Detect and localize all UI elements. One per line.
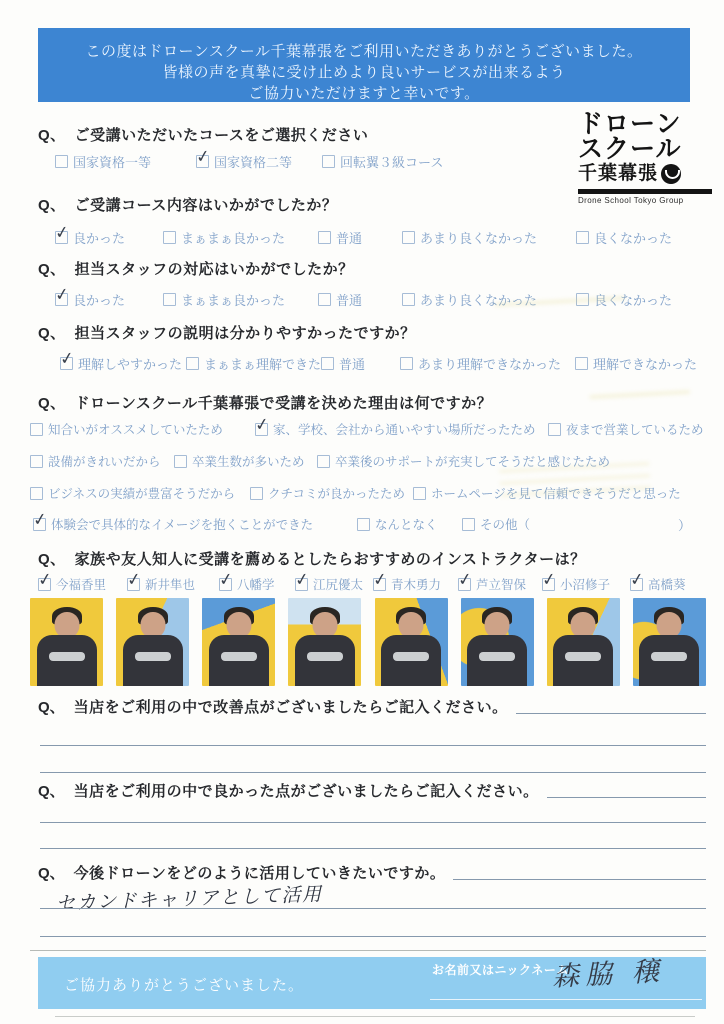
- checkbox-icon[interactable]: [127, 578, 140, 591]
- question-improvement: [38, 696, 706, 717]
- banner-line: 皆様の声を真摯に受け止めより良いサービスが出来るよう: [162, 64, 566, 81]
- checkbox-icon[interactable]: [174, 455, 187, 468]
- checkbox-option[interactable]: [575, 354, 697, 373]
- checkbox-option[interactable]: [357, 515, 438, 533]
- q-prefix: Q、: [38, 197, 66, 214]
- name-field-label: お名前又はニックネーム: [432, 963, 569, 977]
- drone-in-hand: [393, 652, 429, 661]
- checkbox-option[interactable]: [462, 515, 530, 533]
- answer-line[interactable]: [40, 908, 706, 909]
- checkbox-icon[interactable]: [30, 423, 43, 436]
- checkbox-icon[interactable]: [219, 578, 232, 591]
- checkbox-label: 回転翼３級コース: [340, 155, 444, 170]
- q-prefix: Q、: [38, 325, 66, 342]
- checkbox-icon[interactable]: [317, 455, 330, 468]
- checkbox-icon[interactable]: [548, 423, 561, 436]
- checkbox-icon[interactable]: [30, 455, 43, 468]
- q-prefix: Q、: [38, 783, 65, 800]
- checkbox-option[interactable]: [400, 354, 561, 373]
- checkbox-label: 卒業後のサポートが充実してそうだと感じたため: [335, 455, 611, 469]
- q-prefix: Q、: [38, 699, 65, 716]
- scan-edge-line: [55, 1016, 695, 1017]
- instructor-checkbox[interactable]: [219, 575, 275, 593]
- checkbox-icon[interactable]: [33, 518, 46, 531]
- checkbox-icon[interactable]: [576, 231, 589, 244]
- answer-line[interactable]: [40, 822, 706, 823]
- checkbox-option[interactable]: [163, 228, 285, 247]
- checkbox-label: 理解できなかった: [593, 357, 698, 372]
- handwritten-answer: セカンドキャリアとして活用: [55, 884, 323, 915]
- instructor-name: 青木勇力: [391, 578, 442, 592]
- instructor-photo: [633, 598, 706, 686]
- footer-thanks-text: ご協力ありがとうございました。: [64, 977, 305, 994]
- checkbox-label: ビジネスの実績が豊富そうだから: [48, 487, 236, 501]
- checkbox-icon[interactable]: [462, 518, 475, 531]
- instructor-photo: [547, 598, 620, 686]
- drone-school-logo: [578, 109, 712, 205]
- instructor-checkbox[interactable]: [38, 575, 106, 593]
- name-field-line[interactable]: [430, 999, 702, 1000]
- logo-title: スクール: [578, 134, 682, 164]
- logo-subtitle-jp: 千葉幕張: [578, 163, 659, 184]
- instructor-name: 今福香里: [56, 578, 107, 592]
- checkbox-icon[interactable]: [400, 357, 413, 370]
- question-text: ドローンスクール千葉幕張で受講を決めた理由は何ですか？: [74, 395, 493, 412]
- instructor-checkbox[interactable]: [373, 575, 441, 593]
- checkbox-label: 良くなかった: [594, 293, 673, 308]
- checkbox-icon[interactable]: [458, 578, 471, 591]
- checkbox-icon[interactable]: [196, 155, 209, 168]
- question-text: ご受講コース内容はいかがでしたか？: [74, 197, 338, 214]
- checkbox-icon[interactable]: [55, 293, 68, 306]
- instructor-checkbox[interactable]: [127, 575, 195, 593]
- checkbox-icon[interactable]: [255, 423, 268, 436]
- checkbox-label: あまり理解できなかった: [418, 357, 562, 372]
- checkbox-label: 設備がきれいだから: [48, 455, 161, 469]
- checkbox-label: 良かった: [73, 231, 126, 246]
- checkbox-option[interactable]: [33, 515, 313, 533]
- checkbox-label: 卒業生数が多いため: [192, 455, 305, 469]
- checkbox-option[interactable]: [55, 228, 125, 247]
- instructor-name: 小沼修子: [560, 578, 611, 592]
- checkbox-option[interactable]: [255, 420, 536, 438]
- checkbox-icon[interactable]: [318, 231, 331, 244]
- checkbox-icon[interactable]: [60, 357, 73, 370]
- instructor-name: 八幡学: [237, 578, 275, 592]
- checkbox-option[interactable]: [548, 420, 704, 438]
- question-text: 今後ドローンをどのように活用していきたいですか。: [73, 865, 446, 882]
- checkbox-label: 理解しやすかった: [78, 357, 183, 372]
- instructor-checkbox[interactable]: [295, 575, 363, 593]
- q-prefix: Q、: [38, 395, 66, 412]
- checkbox-label: クチコミが良かったため: [268, 487, 406, 501]
- scan-bleed-artifact: [590, 390, 690, 407]
- checkbox-icon[interactable]: [318, 293, 331, 306]
- scan-edge-line: [30, 950, 706, 951]
- checkbox-option[interactable]: [576, 290, 672, 309]
- checkbox-option[interactable]: [250, 484, 405, 502]
- checkbox-icon[interactable]: [163, 293, 176, 306]
- question-course-content: [38, 194, 337, 215]
- checkbox-label: まぁまぁ理解できた: [204, 357, 322, 372]
- checkbox-icon[interactable]: [295, 578, 308, 591]
- drone-in-hand: [651, 652, 687, 661]
- answer-line[interactable]: [453, 879, 706, 880]
- checkbox-icon[interactable]: [250, 487, 263, 500]
- instructor-photo: [116, 598, 189, 686]
- drone-in-hand: [307, 652, 343, 661]
- instructor-checkbox[interactable]: [458, 575, 526, 593]
- checkbox-icon[interactable]: [373, 578, 386, 591]
- instructor-name: 芦立智保: [476, 578, 527, 592]
- checkbox-icon[interactable]: [322, 155, 335, 168]
- question-good-points: [38, 780, 706, 801]
- answer-line[interactable]: [40, 745, 706, 746]
- checkbox-icon[interactable]: [321, 357, 334, 370]
- checkbox-label: その他（: [480, 518, 531, 532]
- instructor-photo: [375, 598, 448, 686]
- checkbox-icon[interactable]: [402, 231, 415, 244]
- checkbox-label: なんとなく: [375, 518, 438, 532]
- checkbox-icon[interactable]: [357, 518, 370, 531]
- instructor-photo: [288, 598, 361, 686]
- checkbox-option[interactable]: [402, 228, 537, 247]
- checkbox-label: あまり良くなかった: [420, 293, 538, 308]
- drone-in-hand: [221, 652, 257, 661]
- checkbox-icon[interactable]: [163, 231, 176, 244]
- checkbox-option[interactable]: [186, 354, 321, 373]
- checkbox-icon[interactable]: [55, 231, 68, 244]
- drone-in-hand: [479, 652, 515, 661]
- checkbox-icon[interactable]: [576, 293, 589, 306]
- checkbox-option[interactable]: [55, 152, 151, 171]
- question-future-use: [38, 862, 706, 883]
- checkbox-option[interactable]: [30, 420, 223, 438]
- instructor-checkbox[interactable]: [630, 575, 686, 593]
- answer-line[interactable]: [40, 936, 706, 937]
- checkbox-label: 良かった: [73, 293, 126, 308]
- q-prefix: Q、: [38, 551, 66, 568]
- thank-you-banner: [38, 28, 690, 102]
- checkbox-option[interactable]: [55, 290, 125, 309]
- question-text: ご受講いただいたコースをご選択ください: [74, 127, 369, 144]
- instructor-photo: [202, 598, 275, 686]
- checkbox-icon[interactable]: [630, 578, 643, 591]
- instructor-name: 江尻優太: [313, 578, 364, 592]
- question-course: [38, 124, 368, 145]
- checkbox-option[interactable]: [174, 452, 305, 470]
- instructor-photo-strip: [30, 598, 706, 686]
- checkbox-label: 良くなかった: [594, 231, 673, 246]
- checkbox-icon[interactable]: [402, 293, 415, 306]
- question-text: 担当スタッフの対応はいかがでしたか？: [74, 261, 354, 278]
- instructor-name: 新井隼也: [145, 578, 196, 592]
- checkbox-option[interactable]: [321, 354, 365, 373]
- question-staff-explanation: [38, 322, 416, 343]
- logo-face-icon: [661, 164, 681, 184]
- checkbox-option[interactable]: [318, 290, 362, 309]
- logo-subtitle-en: Drone School Tokyo Group: [578, 196, 684, 205]
- answer-line[interactable]: [40, 848, 706, 849]
- checkbox-option[interactable]: [318, 228, 362, 247]
- instructor-name: 高橋葵: [648, 578, 686, 592]
- handwritten-name: 森脇 穣: [551, 956, 666, 992]
- answer-line[interactable]: [516, 713, 706, 714]
- checkbox-label: 知合いがオススメしていたため: [48, 423, 223, 437]
- q-prefix: Q、: [38, 865, 65, 882]
- drone-in-hand: [135, 652, 171, 661]
- checkbox-label: まぁまぁ良かった: [181, 231, 286, 246]
- checkbox-option[interactable]: [413, 484, 681, 502]
- logo-title: ドローン: [578, 109, 682, 139]
- checkbox-option[interactable]: [317, 452, 610, 470]
- question-instructor: [38, 548, 586, 569]
- q-prefix: Q、: [38, 127, 66, 144]
- question-text: 担当スタッフの説明は分かりやすかったですか？: [74, 325, 416, 342]
- checkbox-label: 家、学校、会社から通いやすい場所だったため: [273, 423, 536, 437]
- checkbox-icon[interactable]: [55, 155, 68, 168]
- answer-line[interactable]: [547, 797, 706, 798]
- instructor-photo: [461, 598, 534, 686]
- checkbox-option[interactable]: [196, 152, 292, 171]
- checkbox-icon[interactable]: [38, 578, 51, 591]
- checkbox-icon[interactable]: [413, 487, 426, 500]
- other-paren-close: ）: [678, 518, 692, 533]
- checkbox-icon[interactable]: [186, 357, 199, 370]
- checkbox-label: 普通: [339, 357, 366, 372]
- checkbox-label: 普通: [336, 231, 363, 246]
- instructor-photo: [30, 598, 103, 686]
- banner-line: ご協力いただけますと幸いです。: [248, 85, 480, 102]
- checkbox-option[interactable]: [30, 452, 161, 470]
- drone-in-hand: [49, 652, 85, 661]
- checkbox-label: あまり良くなかった: [420, 231, 538, 246]
- question-text: 家族や友人知人に受講を薦めるとしたらおすすめのインストラクターは？: [74, 551, 586, 568]
- checkbox-option[interactable]: [30, 484, 235, 502]
- checkbox-icon[interactable]: [30, 487, 43, 500]
- banner-line: この度はドローンスクール千葉幕張をご利用いただきありがとうございました。: [85, 43, 643, 60]
- checkbox-icon[interactable]: [575, 357, 588, 370]
- checkbox-label: 普通: [336, 293, 363, 308]
- checkbox-option[interactable]: [576, 228, 672, 247]
- logo-divider: [578, 189, 712, 194]
- question-text: 当店をご利用の中で改善点がございましたらご記入ください。: [73, 699, 508, 716]
- checkbox-option[interactable]: [402, 290, 537, 309]
- question-staff-response: [38, 258, 354, 279]
- checkbox-label: 国家資格一等: [73, 155, 152, 170]
- checkbox-label: 夜まで営業しているため: [566, 423, 704, 437]
- checkbox-label: 国家資格二等: [214, 155, 293, 170]
- checkbox-label: まぁまぁ良かった: [181, 293, 286, 308]
- checkbox-label: ホームページを見て信頼できそうだと思った: [431, 487, 681, 501]
- question-text: 当店をご利用の中で良かった点がございましたらご記入ください。: [73, 783, 539, 800]
- checkbox-option[interactable]: [322, 152, 443, 171]
- instructor-checkbox[interactable]: [542, 575, 610, 593]
- answer-line[interactable]: [40, 772, 706, 773]
- checkbox-label: 体験会で具体的なイメージを抱くことができた: [51, 518, 314, 532]
- question-reason: [38, 392, 492, 413]
- checkbox-icon[interactable]: [542, 578, 555, 591]
- checkbox-option[interactable]: [60, 354, 182, 373]
- q-prefix: Q、: [38, 261, 66, 278]
- drone-in-hand: [565, 652, 601, 661]
- checkbox-option[interactable]: [163, 290, 285, 309]
